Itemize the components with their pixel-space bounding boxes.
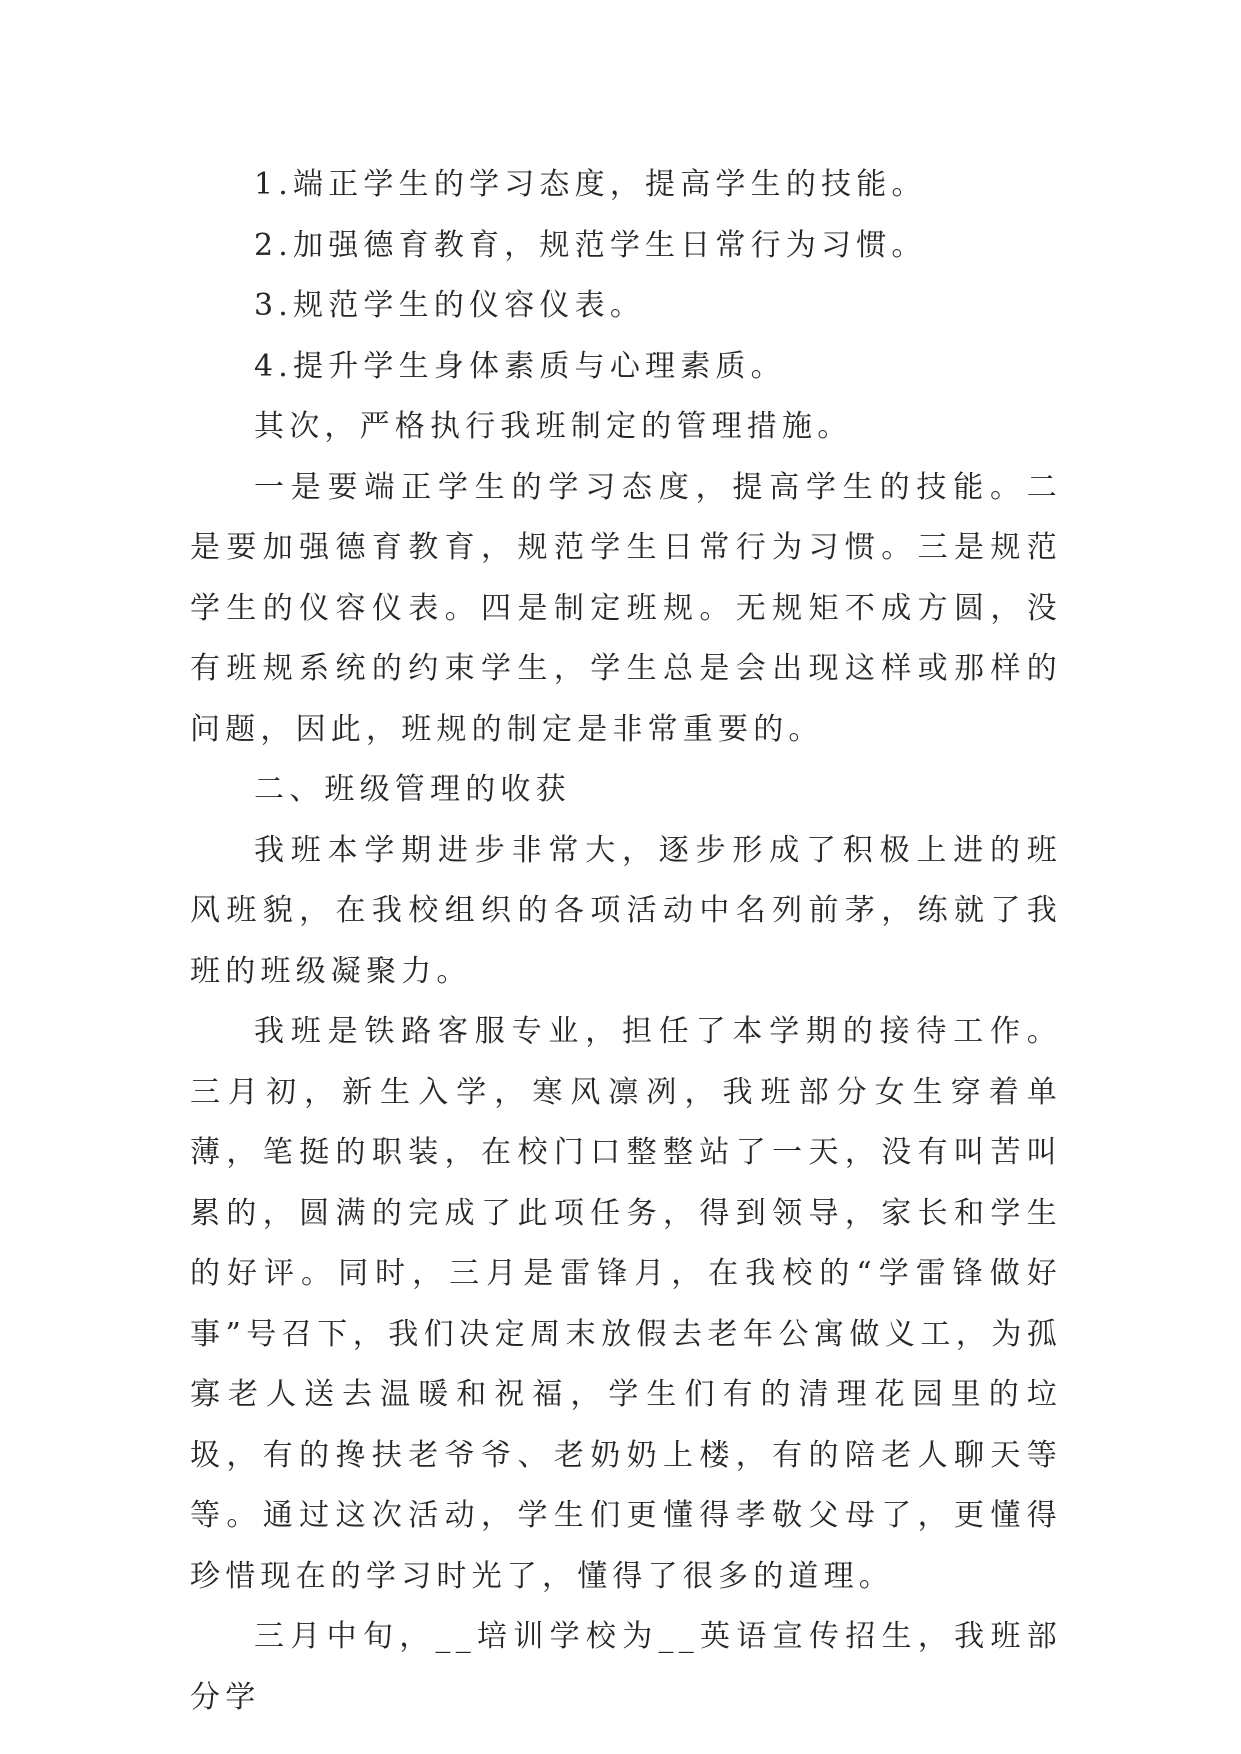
paragraph-march: 三月中旬，__培训学校为__英语宣传招生，我班部分学 [190,1619,1062,1715]
list-item-1: 1.端正学生的学习态度，提高学生的技能。 [254,167,927,202]
paragraph-reception: 我班是铁路客服专业，担任了本学期的接待工作。三月初，新生入学，寒风凛冽，我班部分女生穿着单薄，笔挺的职装，在校门口整整站了一天，没有叫苦叫累的，圆满的完成了此项任务，得到领导，家长和学生的好评。同时，三月是雷锋月，在我校的“学雷锋做好事”号召下，我们决定周末放假去老年公寓做义工，为孤寡老人送去温暖和祝福，学生们有的清理花园里的垃圾，有的搀扶老爷爷、老奶奶上楼，有的陪老人聊天等等。通过这次活动，学生们更懂得孝敬父母了，更懂得珍惜现在的学习时光了，懂得了很多的道理。 [190,1014,1062,1594]
document-body [190,155,1062,1728]
paragraph-secondly: 其次，严格执行我班制定的管理措施。 [254,409,853,444]
paragraph-measures: 一是要端正学生的学习态度，提高学生的技能。二是要加强德育教育，规范学生日常行为习惯。三是规范学生的仪容仪表。四是制定班规。无规矩不成方圆，没有班规系统的约束学生，学生总是会出现这样或那样的问题，因此，班规的制定是非常重要的。 [190,469,1062,747]
paragraph-progress: 我班本学期进步非常大，逐步形成了积极上进的班风班貌，在我校组织的各项活动中名列前茅，练就了我班的班级凝聚力。 [190,832,1062,989]
list-item-4: 4.提升学生身体素质与心理素质。 [254,348,786,384]
section-heading: 二、班级管理的收获 [254,772,571,807]
list-item-2: 2.加强德育教育，规范学生日常行为习惯。 [254,227,927,263]
list-item-3: 3.规范学生的仪容仪表。 [254,288,646,323]
